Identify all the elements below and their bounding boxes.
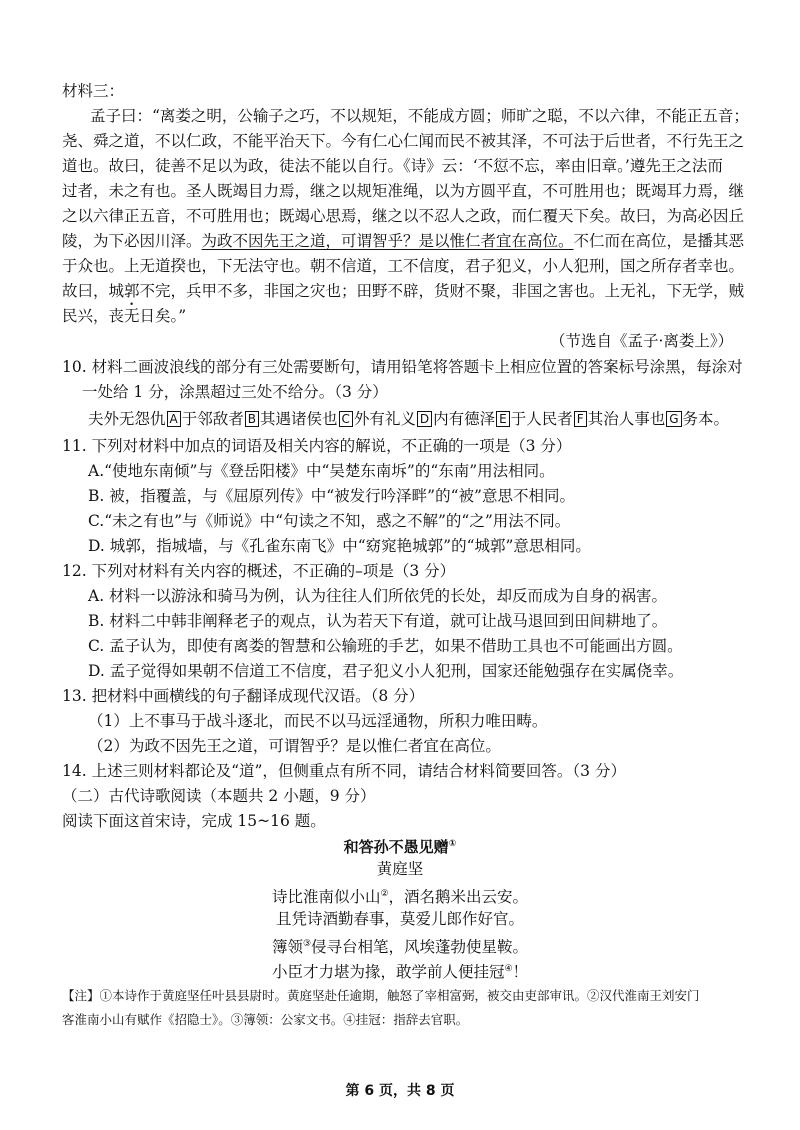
footnote-marker: ③ <box>302 939 312 949</box>
line8-lead: 故曰，城 <box>62 282 125 300</box>
material3-line-6 <box>62 230 744 252</box>
marker-box[interactable]: A <box>167 411 181 427</box>
material3-line-2: 尧、舜之道，不以仁政，不能平治天下。今有仁心仁闻而民不被其泽，不可法于后世者，不行先王之 <box>62 132 745 150</box>
footnote-marker: ① <box>448 839 457 849</box>
line6-lead: 陵，为下必因川泽。 <box>62 232 202 250</box>
marker-box[interactable]: B <box>245 411 259 427</box>
q10-stem-line-1: 10. 材料二画波浪线的部分有三处需要断句，请用铅笔将答题卡上相应位置的答案标号涂黑，每涂对 <box>62 358 743 376</box>
poem-line-2: 且凭诗酒勤春事，莫爱儿郎作好官。 <box>275 910 524 928</box>
q12-option-d: D. 孟子觉得如果朝不信道工不信度，君子犯义小人犯刑，国家还能勉强存在实属侥幸。 <box>88 662 684 680</box>
notes-line-2: 客淮南小山有赋作《招隐士》。③簿领：公家文书。④挂冠：指辞去官职。 <box>62 1012 469 1027</box>
footnote-marker: ④ <box>504 964 513 974</box>
marker-box[interactable]: D <box>417 411 432 427</box>
q11-option-d: D. 城郭，指城墙，与《孔雀东南飞》中“窈窕艳城郭”的“城郭”意思相同。 <box>88 537 591 555</box>
segment: 务本。 <box>682 410 730 428</box>
poem-line-4-a: 小臣才力堪为掾，敢学前人便挂冠 <box>271 963 505 982</box>
material3-line-1: 孟子曰：“离娄之明，公输子之巧，不以规矩，不能成方圆；师旷之聪，不以六律，不能正五音； <box>90 107 749 125</box>
poem-line-1 <box>0 883 800 908</box>
segment: 外有礼义 <box>353 410 416 428</box>
poem-line-4-b: ！ <box>512 963 529 982</box>
material3-line-4: 过者，未之有也。圣人既竭目力焉，继之以规矩准绳，以为方圆平直，不可胜用也；既竭耳力焉，继 <box>62 182 745 200</box>
q12-option-a: A. 材料一以游泳和骑马为例，认为往往人们所依凭的长处，却反而成为自身的祸害。 <box>88 587 668 605</box>
footnote-marker: ② <box>380 889 389 899</box>
q13-sentence-2: （2）为政不因先王之道，可谓智乎？是以惟仁者宜在高位。 <box>88 737 501 755</box>
marker-box[interactable]: G <box>666 411 681 427</box>
segment: 内有德泽 <box>433 410 496 428</box>
material3-heading: 材料三： <box>62 82 125 100</box>
q14-stem: 14. 上述三则材料都论及“道”，但侧重点有所不同，请结合材料简要回答。（3 分） <box>62 762 626 780</box>
material3-line-3: 道也。故曰，徒善不足以为政，徒法不能以自行。《诗》云：‘不愆不忘，率由旧章。’遵先王之法而 <box>62 157 723 175</box>
segment: 于邻敌者 <box>181 410 244 428</box>
material3-line-7: 于众也。上无道揆也，下无法守也。朝不信道，工不信度，君子犯义，小人犯刑，国之所存者幸也。 <box>62 257 745 275</box>
dotted-word: 郭 <box>124 282 140 300</box>
marker-box[interactable]: E <box>496 411 510 427</box>
underlined-sentence: 为政不因先王之道，可谓智乎？是以惟仁者宜在高位。 <box>201 232 574 250</box>
q13-stem: 13. 把材料中画横线的句子翻译成现代汉语。（8 分） <box>62 687 425 705</box>
line6-tail: 不仁而在高位，是播其恶 <box>573 232 745 250</box>
poem-line-4 <box>0 958 800 983</box>
q12-option-c: C. 孟子认为，即使有离娄的智慧和公输班的手艺，如果不借助工具也不可能画出方圆。 <box>88 637 683 655</box>
segment: 于人民者 <box>510 410 573 428</box>
marker-box[interactable]: F <box>574 411 587 427</box>
poem-line-1-a: 诗比淮南似小山 <box>271 888 381 907</box>
material3-line-5: 之以六律正五音，不可胜用也；既竭心思焉，继之以不忍人之政，而仁覆天下矣。故曰，为高必因丘 <box>62 207 745 225</box>
q11-option-c: C.“未之有也”与《师说》中“句读之不知，惑之不解”的“之”用法不同。 <box>88 512 571 530</box>
segment: 其遇诸侯也 <box>259 410 338 428</box>
segment: 夫外无怨仇 <box>88 410 166 428</box>
segment: 其治人事也 <box>587 410 666 428</box>
q11-option-b: B. 被，指覆盖，与《屈原列传》中“被发行吟泽畔”的“被”意思不相同。 <box>88 487 575 505</box>
q10-stem-line-2: 一处给 1 分，涂黑超过三处不给分。（3 分） <box>82 383 388 401</box>
page-number: 第 6 页，共 8 页 <box>345 1083 455 1099</box>
marker-box[interactable]: C <box>339 411 353 427</box>
line8-tail: 不完，兵甲不多，非国之灾也；田野不辟，货财不聚，非国之害也。上无礼，下无学，贼 <box>139 282 745 300</box>
section2-intro: 阅读下面这首宋诗，完成 15~16 题。 <box>62 812 326 830</box>
poem-title <box>0 833 800 858</box>
poem-line-1-b: ，酒名鹅米出云安。 <box>388 888 529 907</box>
poem-title-text: 和答孙不愚见赠 <box>343 838 449 856</box>
q12-option-b: B. 材料二中韩非阐释老子的观点，认为若天下有道，就可让战马退回到田间耕地了。 <box>88 612 668 630</box>
material3-source: （节选自《孟子·离娄上》） <box>550 332 734 350</box>
material3-line-9: 民兴，丧无日矣。” <box>62 307 187 325</box>
section2-heading: （二）古代诗歌阅读（本题共 2 小题，9 分） <box>62 787 376 805</box>
q13-sentence-1: （1）上不事马于战斗逐北，而民不以马远淫通物，所积力唯田畴。 <box>88 712 548 730</box>
poem-line-3-b: 侵寻台相笔，风埃蓬勃使星鞍。 <box>311 938 529 957</box>
notes-line-1: 【注】①本诗作于黄庭坚任叶县县尉时。黄庭坚赴任逾期，触怒了宰相富弼，被交由吏部审讯。②汉代淮南王刘安门 <box>62 988 700 1003</box>
q11-stem: 11. 下列对材料中加点的词语及相关内容的解说，不正确的一项是（3 分） <box>62 437 572 455</box>
poem-line-3-a: 簿领 <box>271 938 303 957</box>
q10-sentence <box>88 408 729 430</box>
poem-line-3 <box>0 933 800 958</box>
poem-author: 黄庭坚 <box>376 860 424 878</box>
q11-option-a: A.“使地东南倾”与《登岳阳楼》中“吴楚东南坼”的“东南”用法相同。 <box>88 462 555 480</box>
q12-stem: 12. 下列对材料有关内容的概述，不正确的–项是（3 分） <box>62 562 456 580</box>
